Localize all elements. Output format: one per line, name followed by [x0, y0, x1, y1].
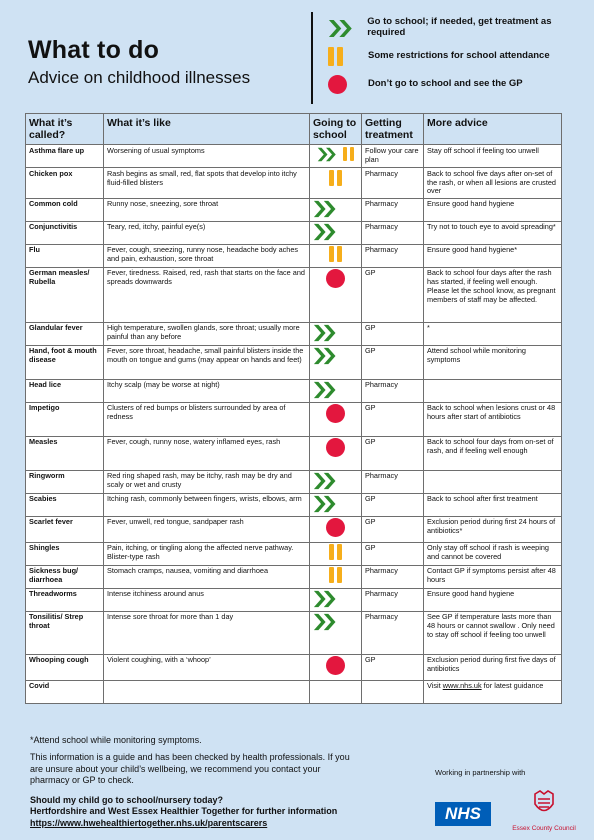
going-to-school-cell	[310, 565, 362, 588]
illness-name: Hand, foot & mouth disease	[26, 345, 104, 379]
advice-cell: Exclusion period during first five days of antibiotics	[424, 654, 562, 680]
symptoms-cell: Violent coughing, with a ‘whoop’	[104, 654, 310, 680]
legend-text: Don’t go to school and see the GP	[368, 77, 523, 89]
table-row	[26, 654, 562, 680]
treatment-cell: Pharmacy	[362, 470, 424, 493]
disclaimer: This information is a guide and has been checked by health professionals. If you are unsure about your child’s wellbeing, we recommend you contact your pharmacy or GP to check.	[30, 752, 350, 785]
illness-name: Whooping cough	[26, 654, 104, 680]
advice-cell	[424, 379, 562, 402]
go-chevrons-icon	[313, 590, 337, 608]
illness-name: Sickness bug/ diarrhoea	[26, 565, 104, 588]
table-row	[26, 345, 562, 379]
illness-name: Head lice	[26, 379, 104, 402]
pause-icon	[329, 544, 342, 560]
go-chevrons-icon	[317, 147, 337, 162]
go-chevrons-icon	[313, 223, 337, 241]
go-chevrons-icon	[313, 200, 337, 218]
symptoms-cell: High temperature, swollen glands, sore throat; usually more painful than any before	[104, 322, 310, 345]
going-to-school-cell	[310, 470, 362, 493]
table-row	[26, 168, 562, 199]
footnotes	[30, 735, 360, 786]
treatment-cell: Pharmacy	[362, 198, 424, 221]
symptoms-cell: Itchy scalp (may be worse at night)	[104, 379, 310, 402]
council-name: Essex County Council	[512, 825, 576, 832]
go-chevrons-icon	[313, 472, 337, 490]
table-row	[26, 565, 562, 588]
going-to-school-cell	[310, 588, 362, 611]
advice-cell: Stay off school if feeling too unwell	[424, 145, 562, 168]
illness-name: Conjunctivitis	[26, 221, 104, 244]
go-chevrons-icon	[313, 495, 337, 513]
symptoms-cell: Itching rash, commonly between fingers, wrists, elbows, arm	[104, 493, 310, 516]
header-advice: More advice	[424, 114, 562, 145]
advice-cell: Contact GP if symptoms persist after 48 hours	[424, 565, 562, 588]
page-subtitle: Advice on childhood illnesses	[28, 68, 251, 87]
table-row	[26, 145, 562, 168]
treatment-cell: GP	[362, 493, 424, 516]
symptoms-cell: Red ring shaped rash, may be itchy, rash may be dry and scaly or wet and crusty	[104, 470, 310, 493]
advice-suffix: for latest guidance	[481, 681, 544, 691]
going-to-school-cell	[310, 654, 362, 680]
illness-name: Measles	[26, 436, 104, 470]
symptoms-cell: Teary, red, itchy, painful eye(s)	[104, 221, 310, 244]
illness-name: Tonsilitis/ Strep throat	[26, 611, 104, 654]
table-row	[26, 611, 562, 654]
advice-cell: Back to school when lesions crust or 48 hours after start of antibiotics	[424, 402, 562, 436]
table-row	[26, 516, 562, 542]
treatment-cell: GP	[362, 345, 424, 379]
symptoms-cell: Fever, cough, runny nose, watery inflamed eyes, rash	[104, 436, 310, 470]
going-to-school-cell	[310, 516, 362, 542]
essex-county-council-logo	[505, 790, 583, 832]
header	[28, 36, 250, 88]
legend-item-stop	[328, 70, 588, 98]
symptoms-cell: Fever, sore throat, headache, small painful blisters inside the mouth on tongue and gums (may appear on hands and feet)	[104, 345, 310, 379]
going-to-school-cell	[310, 322, 362, 345]
advice-cell: Attend school while monitoring symptoms	[424, 345, 562, 379]
go-chevrons-icon	[313, 381, 337, 399]
going-to-school-cell	[310, 611, 362, 654]
advice-cell: Ensure good hand hygiene*	[424, 244, 562, 267]
treatment-cell: GP	[362, 267, 424, 322]
table-row	[26, 402, 562, 436]
stop-dot-icon	[328, 75, 368, 94]
going-to-school-cell	[310, 493, 362, 516]
treatment-cell: GP	[362, 654, 424, 680]
go-chevrons-icon	[328, 19, 354, 38]
going-to-school-cell	[310, 379, 362, 402]
go-chevrons-icon	[313, 324, 337, 342]
header-name: What it’s called?	[26, 114, 104, 145]
symptoms-cell: Fever, tiredness. Raised, red, rash that starts on the face and spreads downwards	[104, 267, 310, 322]
illness-name: Scarlet fever	[26, 516, 104, 542]
nhs-website-link[interactable]: www.nhs.uk	[442, 681, 482, 691]
table-row	[26, 436, 562, 470]
bottom-question: Should my child go to school/nursery today?	[30, 795, 224, 805]
going-to-school-cell	[310, 198, 362, 221]
treatment-cell: Pharmacy	[362, 244, 424, 267]
go-chevrons-icon	[313, 347, 337, 365]
partner-text: Working in partnership with	[435, 768, 526, 777]
legend	[328, 14, 588, 98]
symptoms-cell: Runny nose, sneezing, sore throat	[104, 198, 310, 221]
advice-cell: Ensure good hand hygiene	[424, 198, 562, 221]
legend-item-pause	[328, 42, 588, 70]
illness-name: Shingles	[26, 542, 104, 565]
table-row	[26, 221, 562, 244]
pause-icon	[343, 147, 354, 161]
bottom-info-text: Hertfordshire and West Essex Healthier Together for further information	[30, 806, 338, 817]
illness-name: Scabies	[26, 493, 104, 516]
illness-name: Impetigo	[26, 402, 104, 436]
treatment-cell: GP	[362, 322, 424, 345]
go-chevrons-icon	[313, 613, 337, 631]
treatment-cell: GP	[362, 436, 424, 470]
stop-dot-icon	[326, 269, 345, 288]
treatment-cell: Follow your care plan	[362, 145, 424, 168]
symptoms-cell: Fever, unwell, red tongue, sandpaper rash	[104, 516, 310, 542]
advice-cell: Back to school four days from on-set of rash, and if feeling well enough	[424, 436, 562, 470]
going-to-school-cell	[310, 402, 362, 436]
table-row	[26, 267, 562, 322]
advice-cell: Back to school after first treatment	[424, 493, 562, 516]
table-row	[26, 588, 562, 611]
stop-dot-icon	[326, 404, 345, 423]
table-row	[26, 470, 562, 493]
illness-name: Chicken pox	[26, 168, 104, 199]
healthier-together-link[interactable]: https://www.hwehealthiertogether.nhs.uk/parentscarers	[30, 817, 268, 828]
symptoms-cell: Clusters of red bumps or blisters surrounded by area of redness	[104, 402, 310, 436]
advice-prefix: Visit	[427, 681, 443, 691]
going-to-school-cell	[310, 680, 362, 703]
advice-cell: Try not to touch eye to avoid spreading*	[424, 221, 562, 244]
header-like: What it’s like	[104, 114, 310, 145]
legend-text: Some restrictions for school attendance	[368, 49, 550, 61]
table-row	[26, 493, 562, 516]
illness-name: Threadworms	[26, 588, 104, 611]
illness-name: Ringworm	[26, 470, 104, 493]
advice-cell: See GP if temperature lasts more than 48 hours or cannot swallow . Only need to stay off school if feeling too unwell	[424, 611, 562, 654]
table-row	[26, 198, 562, 221]
treatment-cell: GP	[362, 516, 424, 542]
advice-cell: Ensure good hand hygiene	[424, 588, 562, 611]
going-to-school-cell	[310, 436, 362, 470]
treatment-cell: Pharmacy	[362, 611, 424, 654]
going-to-school-cell	[310, 345, 362, 379]
legend-item-go	[328, 14, 588, 42]
treatment-cell: Pharmacy	[362, 379, 424, 402]
council-crest-icon	[531, 790, 557, 818]
symptoms-cell: Intense itchiness around anus	[104, 588, 310, 611]
treatment-cell: Pharmacy	[362, 221, 424, 244]
advice-cell: *	[424, 322, 562, 345]
symptoms-cell: Stomach cramps, nausea, vomiting and diarrhoea	[104, 565, 310, 588]
illness-name: Flu	[26, 244, 104, 267]
table-row	[26, 379, 562, 402]
treatment-cell: GP	[362, 402, 424, 436]
table-header-row	[26, 114, 562, 145]
table-row	[26, 680, 562, 703]
going-to-school-cell	[310, 221, 362, 244]
go-chevrons-icon	[328, 19, 367, 38]
symptoms-cell: Fever, cough, sneezing, runny nose, headache body aches and pain, exhaustion, sore throat	[104, 244, 310, 267]
going-to-school-cell	[310, 267, 362, 322]
advice-cell: Back to school four days after the rash has started, if feeling well enough. Please let the school know, as pregnant members of staff may be affected.	[424, 267, 562, 322]
illness-name: Asthma flare up	[26, 145, 104, 168]
legend-text: Go to school; if needed, get treatment as required	[367, 16, 552, 38]
going-to-school-cell	[310, 145, 362, 168]
stop-dot-icon	[326, 438, 345, 457]
table-row	[26, 244, 562, 267]
table-row	[26, 542, 562, 565]
pause-icon	[329, 170, 342, 186]
bottom-info	[30, 795, 400, 829]
illness-name: Common cold	[26, 198, 104, 221]
treatment-cell: Pharmacy	[362, 588, 424, 611]
symptoms-cell: Worsening of usual symptoms	[104, 145, 310, 168]
treatment-cell: Pharmacy	[362, 168, 424, 199]
pause-icon	[329, 567, 342, 583]
advice-cell: Exclusion period during first 24 hours of antibiotics*	[424, 516, 562, 542]
illness-name: Covid	[26, 680, 104, 703]
page-title: What to do	[28, 36, 160, 64]
illness-name: German measles/ Rubella	[26, 267, 104, 322]
header-treatment: Getting treatment	[362, 114, 424, 145]
symptoms-cell: Pain, itching, or tingling along the affected nerve pathway. Blister-type rash	[104, 542, 310, 565]
treatment-cell: GP	[362, 542, 424, 565]
pause-icon	[329, 246, 342, 262]
advice-cell	[424, 470, 562, 493]
stop-dot-icon	[326, 518, 345, 537]
treatment-cell: Pharmacy	[362, 565, 424, 588]
table-row	[26, 322, 562, 345]
advice-cell	[424, 680, 562, 703]
header-divider	[311, 12, 313, 104]
advice-cell: Only stay off school if rash is weeping and cannot be covered	[424, 542, 562, 565]
nhs-logo: NHS	[435, 802, 491, 826]
header-going: Going to school	[310, 114, 362, 145]
going-to-school-cell	[310, 168, 362, 199]
advice-cell: Back to school five days after on-set of the rash, or when all lesions are crusted over	[424, 168, 562, 199]
illness-table	[25, 113, 562, 704]
treatment-cell	[362, 680, 424, 703]
symptoms-cell: Rash begins as small, red, flat spots that develop into itchy fluid-filled blisters	[104, 168, 310, 199]
stop-dot-icon	[326, 656, 345, 675]
going-to-school-cell	[310, 244, 362, 267]
going-to-school-cell	[310, 542, 362, 565]
pause-icon	[328, 47, 368, 66]
asterisk-note: *Attend school while monitoring symptoms.	[30, 735, 202, 745]
symptoms-cell: Intense sore throat for more than 1 day	[104, 611, 310, 654]
illness-name: Glandular fever	[26, 322, 104, 345]
symptoms-cell	[104, 680, 310, 703]
